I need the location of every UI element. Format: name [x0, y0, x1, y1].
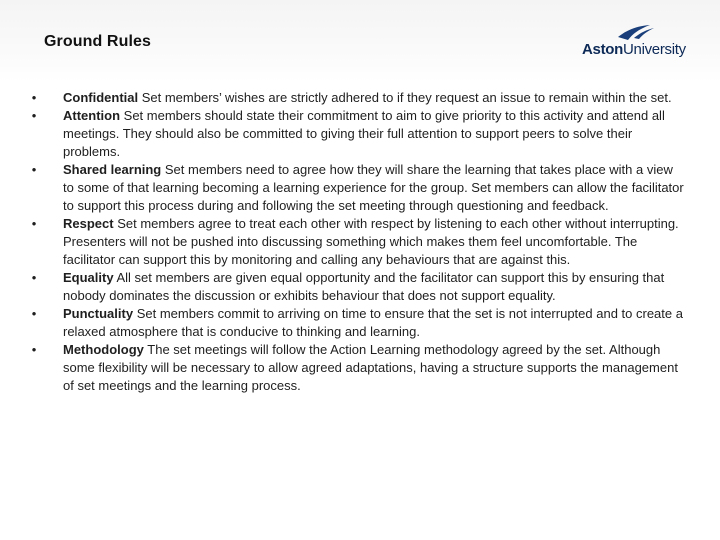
- rule-term: Confidential: [63, 90, 139, 105]
- rule-description: Set members should state their commitment to aim to give priority to this activity and attend all meetings. They should also be committed to giving their full attention to support peers to solve their problems.: [63, 108, 665, 159]
- bullet-icon: •: [31, 90, 37, 105]
- rule-item: [29, 89, 684, 107]
- bullet-icon: •: [31, 270, 37, 285]
- ground-rules-list: [29, 89, 684, 395]
- rule-term: Punctuality: [63, 306, 134, 321]
- rule-item: [29, 107, 684, 161]
- rule-item: [29, 305, 684, 341]
- rule-description: Set members need to agree how they will share the learning that takes place with a view to some of that learning becoming a learning experience for the group. Set members can allow the facilitator to support this process during and following the set meeting through questioning and feedback.: [63, 162, 684, 213]
- rule-term: Attention: [63, 108, 121, 123]
- slide-title: Ground Rules: [44, 33, 151, 50]
- rule-item: [29, 269, 684, 305]
- rule-term: Equality: [63, 270, 114, 285]
- rule-description: The set meetings will follow the Action Learning methodology agreed by the set. Although some flexibility will be necessary to allow agreed adaptations, having a structure supports the management of set meetings and the learning process.: [63, 342, 678, 393]
- rule-description: Set members’ wishes are strictly adhered to if they request an issue to remain within the set.: [138, 90, 672, 105]
- logo-word-aston: Aston: [582, 41, 623, 58]
- aston-university-logo: [580, 24, 695, 64]
- logo-wordmark: [582, 41, 686, 58]
- rule-item: [29, 161, 684, 215]
- rule-term: Respect: [63, 216, 114, 231]
- aston-swoosh-icon: [616, 24, 656, 42]
- rule-term: Shared learning: [63, 162, 162, 177]
- bullet-icon: •: [31, 306, 37, 321]
- rule-item: [29, 215, 684, 269]
- bullet-icon: •: [31, 162, 37, 177]
- bullet-icon: •: [31, 342, 37, 357]
- bullet-icon: •: [31, 108, 37, 123]
- bullet-icon: •: [31, 216, 37, 231]
- rule-term: Methodology: [63, 342, 144, 357]
- rule-item: [29, 341, 684, 395]
- logo-word-university: University: [623, 41, 686, 58]
- rule-description: Set members commit to arriving on time to ensure that the set is not interrupted and to create a relaxed atmosphere that is conducive to thinking and learning.: [63, 306, 683, 339]
- rule-description: Set members agree to treat each other with respect by listening to each other without interrupting. Presenters will not be pushed into discussing something which makes them feel uncomfortable. The facilitator can support this by monitoring and calling any behaviours that are against this.: [63, 216, 679, 267]
- rule-description: All set members are given equal opportunity and the facilitator can support this by ensuring that nobody dominates the discussion or exhibits behaviour that does not support equality.: [63, 270, 665, 303]
